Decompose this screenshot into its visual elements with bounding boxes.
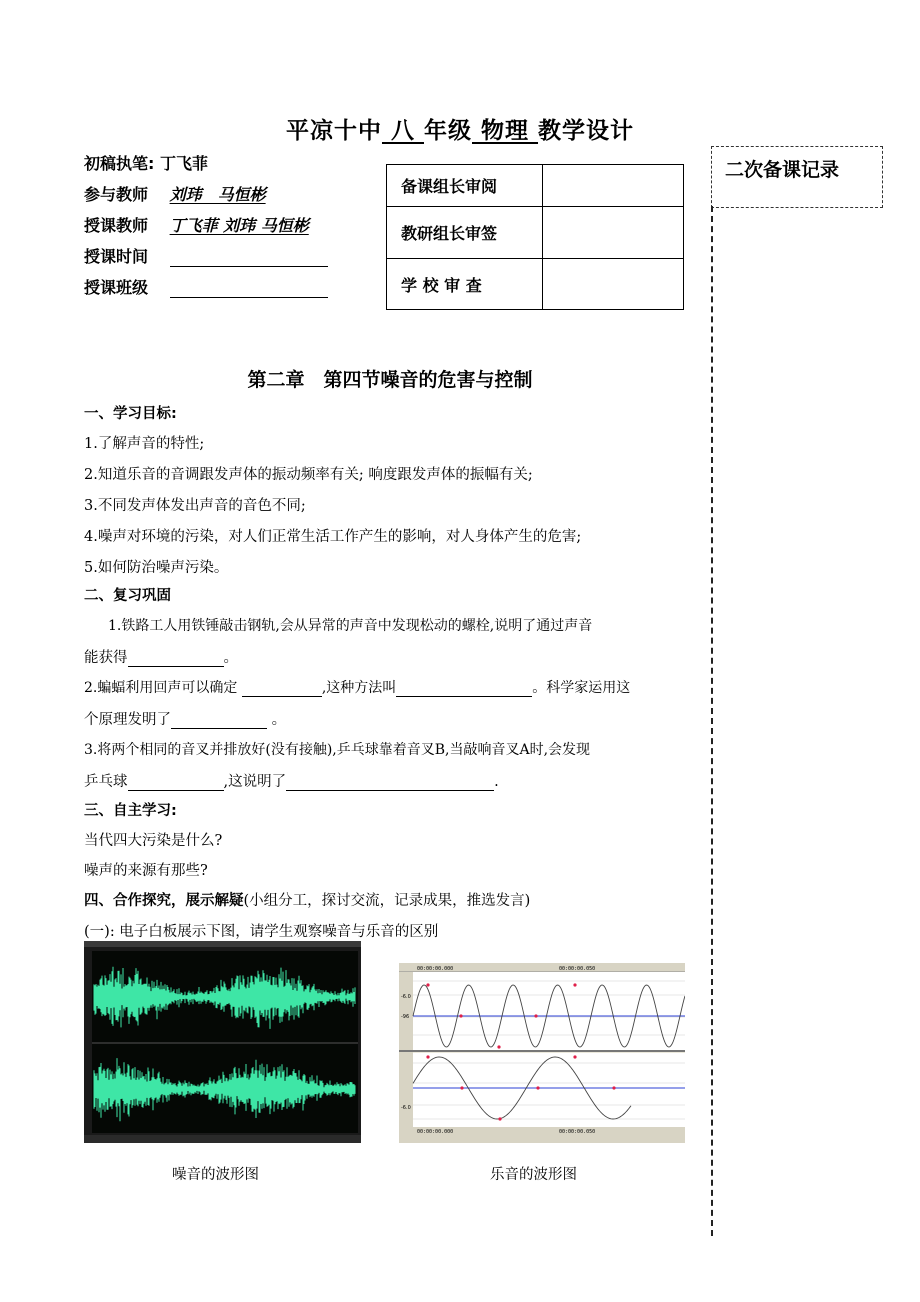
review-heading: 二、复习巩固 xyxy=(84,588,171,604)
y-tick: -96 xyxy=(401,1014,410,1020)
sample-marker xyxy=(497,1045,500,1048)
review-row-value[interactable] xyxy=(543,259,684,310)
review-q2-line2: 个原理发明了 。 xyxy=(84,712,287,728)
sample-marker xyxy=(426,1055,429,1058)
review-row-label: 备课组长审阅 xyxy=(387,165,543,207)
title-subject: 物理 xyxy=(472,118,539,144)
timecode-start: 00:00:00.000 xyxy=(417,966,454,972)
review-row-value[interactable] xyxy=(543,207,684,259)
time-blank[interactable] xyxy=(170,250,328,267)
meta-time: 授课时间 xyxy=(84,244,328,267)
music-caption: 乐音的波形图 xyxy=(490,1167,577,1183)
sample-marker xyxy=(426,983,429,986)
review-q3-line2: 乒乓球 ,这说明了 . xyxy=(84,774,499,790)
objective-item: 5.如何防治噪声污染。 xyxy=(84,560,229,576)
title-grade-suffix: 年级 xyxy=(424,118,472,144)
document-title xyxy=(0,112,920,145)
explore-sub: (一): 电子白板展示下图，请学生观察噪音与乐音的区别 xyxy=(84,924,439,940)
review-q1-line1: 1.铁路工人用铁锤敲击钢轨,会从异常的声音中发现松动的螺栓,说明了通过声音 xyxy=(108,618,593,634)
drafter-name: 丁飞菲 xyxy=(159,154,208,173)
review-q2-line1: 2.蝙蝠利用回声可以确定 ,这种方法叫 。科学家运用这 xyxy=(84,680,631,696)
second-prep-box xyxy=(711,146,883,208)
answer-blank[interactable] xyxy=(128,650,224,667)
side-divider xyxy=(711,206,713,1236)
self-study-q1: 当代四大污染是什么? xyxy=(84,833,223,849)
meta-class: 授课班级 xyxy=(84,275,328,298)
explore-heading: 四、合作探究，展示解疑(小组分工，探讨交流，记录成果，推选发言) xyxy=(84,893,531,909)
sample-marker xyxy=(498,1117,501,1120)
review-row-label: 教研组长审签 xyxy=(387,207,543,259)
sample-marker xyxy=(460,1086,463,1089)
objectives-heading: 一、学习目标: xyxy=(84,406,177,422)
answer-blank[interactable] xyxy=(171,712,267,729)
sample-marker xyxy=(573,1055,576,1058)
objective-item: 1.了解声音的特性; xyxy=(84,436,205,452)
timecode-end-bottom: 00:00:00.050 xyxy=(559,1129,596,1135)
review-q1-line2: 能获得 。 xyxy=(84,650,238,666)
meta-drafter: 初稿执笔: 丁飞菲 xyxy=(84,151,208,174)
class-blank[interactable] xyxy=(170,281,328,298)
music-waveform-svg xyxy=(399,963,685,1143)
sample-marker xyxy=(459,1014,462,1017)
title-grade: 八 xyxy=(381,118,424,144)
answer-blank[interactable] xyxy=(128,774,224,791)
review-row-value[interactable] xyxy=(543,165,684,207)
teachers-names: 丁飞菲 刘玮 马恒彬 xyxy=(169,216,309,235)
noise-waveform-figure xyxy=(84,941,361,1143)
sample-marker xyxy=(573,983,576,986)
y-tick: -6.0 xyxy=(401,994,411,1000)
review-table xyxy=(386,164,684,310)
objective-item: 3.不同发声体发出声音的音色不同; xyxy=(84,498,306,514)
noise-waveform-svg xyxy=(84,941,361,1143)
answer-blank[interactable] xyxy=(286,774,494,791)
music-waveform-figure xyxy=(399,963,685,1143)
answer-blank[interactable] xyxy=(242,680,322,697)
participants-names: 刘玮 马恒彬 xyxy=(169,185,266,204)
self-study-heading: 三、自主学习: xyxy=(84,803,177,819)
self-study-q2: 噪声的来源有那些? xyxy=(84,863,208,879)
sample-marker xyxy=(612,1086,615,1089)
objective-item: 4.噪声对环境的污染，对人们正常生活工作产生的影响，对人身体产生的危害; xyxy=(84,529,582,545)
title-suffix: 教学设计 xyxy=(538,118,635,144)
review-row-label: 学 校 审 查 xyxy=(387,259,543,310)
timecode-start-bottom: 00:00:00.000 xyxy=(417,1129,454,1135)
y-tick: -6.0 xyxy=(401,1105,411,1111)
sample-marker xyxy=(534,1014,537,1017)
second-prep-label: 二次备课记录 xyxy=(725,159,840,181)
timecode-end: 00:00:00.050 xyxy=(559,966,596,972)
sample-marker xyxy=(536,1086,539,1089)
title-prefix: 平凉十中 xyxy=(285,118,382,144)
answer-blank[interactable] xyxy=(396,680,532,697)
noise-caption: 噪音的波形图 xyxy=(172,1167,259,1183)
meta-participants: 参与教师 刘玮 马恒彬 xyxy=(84,182,266,205)
meta-teachers: 授课教师 丁飞菲 刘玮 马恒彬 xyxy=(84,213,309,236)
objective-item: 2.知道乐音的音调跟发声体的振动频率有关; 响度跟发声体的振幅有关; xyxy=(84,467,533,483)
section-title: 第二章 第四节噪音的危害与控制 xyxy=(247,369,533,391)
review-q3-line1: 3.将两个相同的音叉并排放好(没有接触),乒乓球靠着音叉B,当敲响音叉A时,会发现 xyxy=(84,742,591,758)
